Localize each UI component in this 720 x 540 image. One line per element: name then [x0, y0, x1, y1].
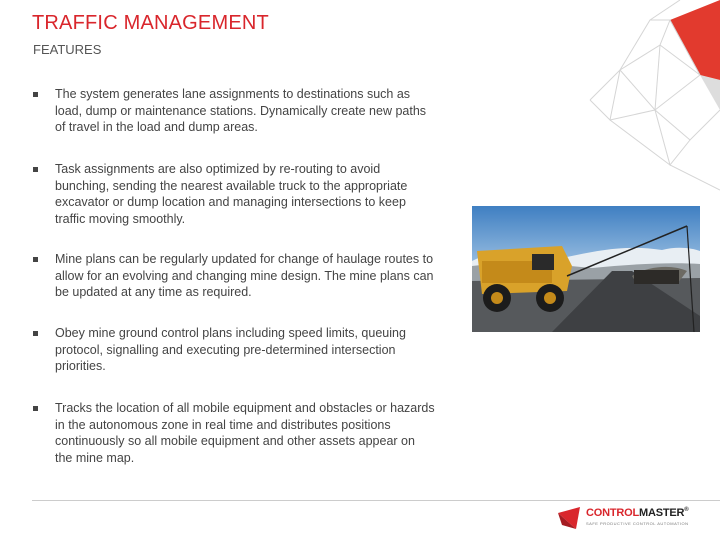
bullet-square-icon — [33, 257, 38, 262]
bullet-square-icon — [33, 167, 38, 172]
slide-subtitle: FEATURES — [33, 42, 102, 57]
list-item-text: The system generates lane assignments to destinations such as load, dump or maintenance stations. Dynamically create new paths of travel in the load and dump areas. — [55, 87, 427, 134]
logo-word-master: MASTER — [638, 507, 685, 519]
logo-registered-mark: ® — [684, 507, 689, 513]
logo-tagline: SAFE PRODUCTIVE CONTROL AUTOMATION — [586, 521, 689, 526]
decorative-wireframe-graphic — [560, 0, 720, 200]
logo-word-control: CONTROL — [586, 507, 639, 519]
slide-title: TRAFFIC MANAGEMENT — [32, 12, 269, 34]
list-item-text: Obey mine ground control plans including speed limits, queuing protocol, signalling and executing pre-determined intersection priorities. — [55, 326, 406, 373]
mine-haul-truck-photo — [472, 206, 700, 332]
list-item-text: Task assignments are also optimized by re-routing to avoid bunching, sending the nearest available truck to the appropriate excavator or dump location and managing intersections to keep traffic moving smoothly. — [55, 162, 408, 226]
list-item-text: Tracks the location of all mobile equipment and obstacles or hazards in the autonomous zone in real time and distributes positions continuously so all mobile equipment and other assets appear on the mine map. — [55, 401, 435, 465]
footer-divider — [32, 500, 720, 501]
bullet-square-icon — [33, 331, 38, 336]
logo-wordmark — [586, 507, 688, 519]
controlmaster-mark-icon — [558, 507, 584, 533]
list-item-text: Mine plans can be regularly updated for change of haulage routes to allow for an evolving and changing mine design. The mine plans can be updated at any time as required. — [55, 252, 434, 299]
controlmaster-logo — [556, 505, 689, 535]
bullet-square-icon — [33, 406, 38, 411]
bullet-square-icon — [33, 92, 38, 97]
